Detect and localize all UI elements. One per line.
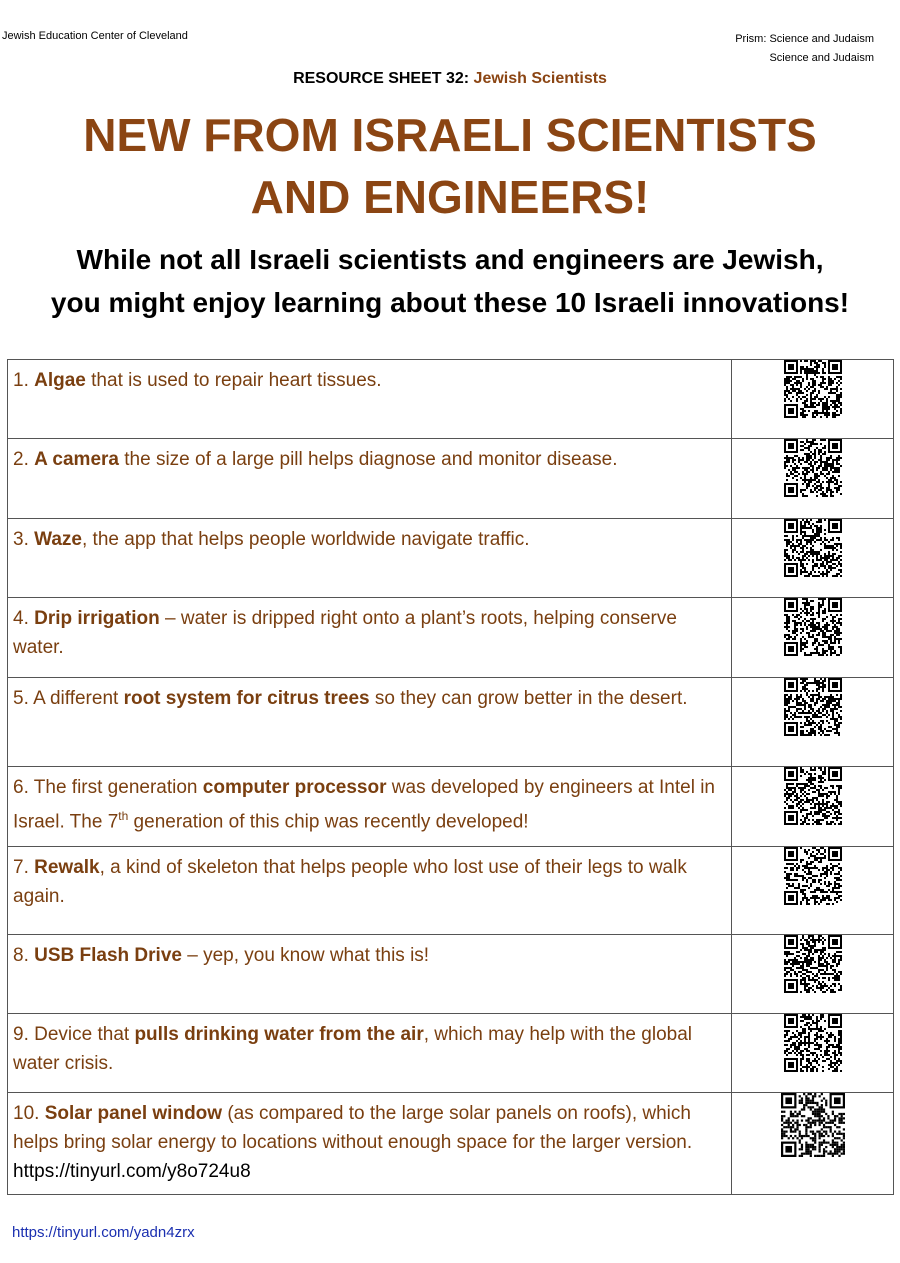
qr-code-icon[interactable]	[784, 678, 842, 736]
innovations-table	[7, 359, 894, 1195]
table-row	[8, 439, 894, 519]
qr-code-icon[interactable]	[784, 1014, 842, 1072]
qr-code-icon[interactable]	[781, 1093, 845, 1157]
table-row	[8, 847, 894, 935]
qr-code-cell[interactable]	[732, 847, 894, 935]
table-row	[8, 598, 894, 678]
title-line2: AND ENGINEERS!	[250, 171, 650, 223]
item-text: 10. Solar panel window (as compared to the large solar panels on roofs), which helps bring solar energy to locations without enough space for the larger version. https://tinyurl.com/y8o724u8	[8, 1093, 732, 1195]
table-row	[8, 678, 894, 767]
qr-code-icon[interactable]	[784, 767, 842, 825]
solar-window-link[interactable]: https://tinyurl.com/y8o724u8	[13, 1161, 251, 1182]
page-title	[0, 104, 900, 228]
table-row	[8, 935, 894, 1014]
resource-sheet-label	[0, 70, 900, 88]
qr-code-icon[interactable]	[784, 847, 842, 905]
item-text: 5. A different root system for citrus trees so they can grow better in the desert.	[8, 678, 732, 767]
qr-code-cell[interactable]	[732, 678, 894, 767]
header-series-line2: Science and Judaism	[769, 52, 874, 64]
qr-code-cell[interactable]	[732, 1093, 894, 1195]
item-text: 7. Rewalk, a kind of skeleton that helps people who lost use of their legs to walk again.	[8, 847, 732, 935]
qr-code-icon[interactable]	[784, 439, 842, 497]
table-row	[8, 767, 894, 847]
subtitle-line1: While not all Israeli scientists and engineers are Jewish,	[76, 244, 824, 275]
qr-code-icon[interactable]	[784, 598, 842, 656]
header-organization: Jewish Education Center of Cleveland	[2, 30, 188, 42]
item-text: 9. Device that pulls drinking water from the air, which may help with the global water crisis.	[8, 1014, 732, 1093]
qr-code-icon[interactable]	[784, 360, 842, 418]
qr-code-cell[interactable]	[732, 439, 894, 519]
item-text: 1. Algae that is used to repair heart tissues.	[8, 360, 732, 439]
qr-code-cell[interactable]	[732, 360, 894, 439]
qr-code-cell[interactable]	[732, 935, 894, 1014]
subtitle-line2: you might enjoy learning about these 10 Israeli innovations!	[50, 287, 850, 318]
item-text: 3. Waze, the app that helps people worldwide navigate traffic.	[8, 519, 732, 598]
table-row	[8, 1014, 894, 1093]
table-row	[8, 519, 894, 598]
item-text: 8. USB Flash Drive – yep, you know what this is!	[8, 935, 732, 1014]
item-text: 2. A camera the size of a large pill helps diagnose and monitor disease.	[8, 439, 732, 519]
header-series-line1: Prism: Science and Judaism	[735, 33, 874, 45]
table-row	[8, 360, 894, 439]
qr-code-icon[interactable]	[784, 935, 842, 993]
footer-link[interactable]: https://tinyurl.com/yadn4zrx	[12, 1224, 195, 1241]
item-text: 4. Drip irrigation – water is dripped right onto a plant’s roots, helping conserve water.	[8, 598, 732, 678]
qr-code-cell[interactable]	[732, 767, 894, 847]
qr-code-cell[interactable]	[732, 519, 894, 598]
table-row	[8, 1093, 894, 1195]
qr-code-cell[interactable]	[732, 1014, 894, 1093]
item-text: 6. The first generation computer processor was developed by engineers at Intel in Israel. The 7th generation of this chip was recently developed!	[8, 767, 732, 847]
page-subtitle	[0, 238, 900, 324]
header-series	[735, 30, 874, 68]
title-line1: NEW FROM ISRAELI SCIENTISTS	[83, 109, 817, 161]
qr-code-icon[interactable]	[784, 519, 842, 577]
resource-prefix: RESOURCE SHEET 32:	[293, 70, 474, 87]
qr-code-cell[interactable]	[732, 598, 894, 678]
resource-topic: Jewish Scientists	[473, 70, 607, 87]
